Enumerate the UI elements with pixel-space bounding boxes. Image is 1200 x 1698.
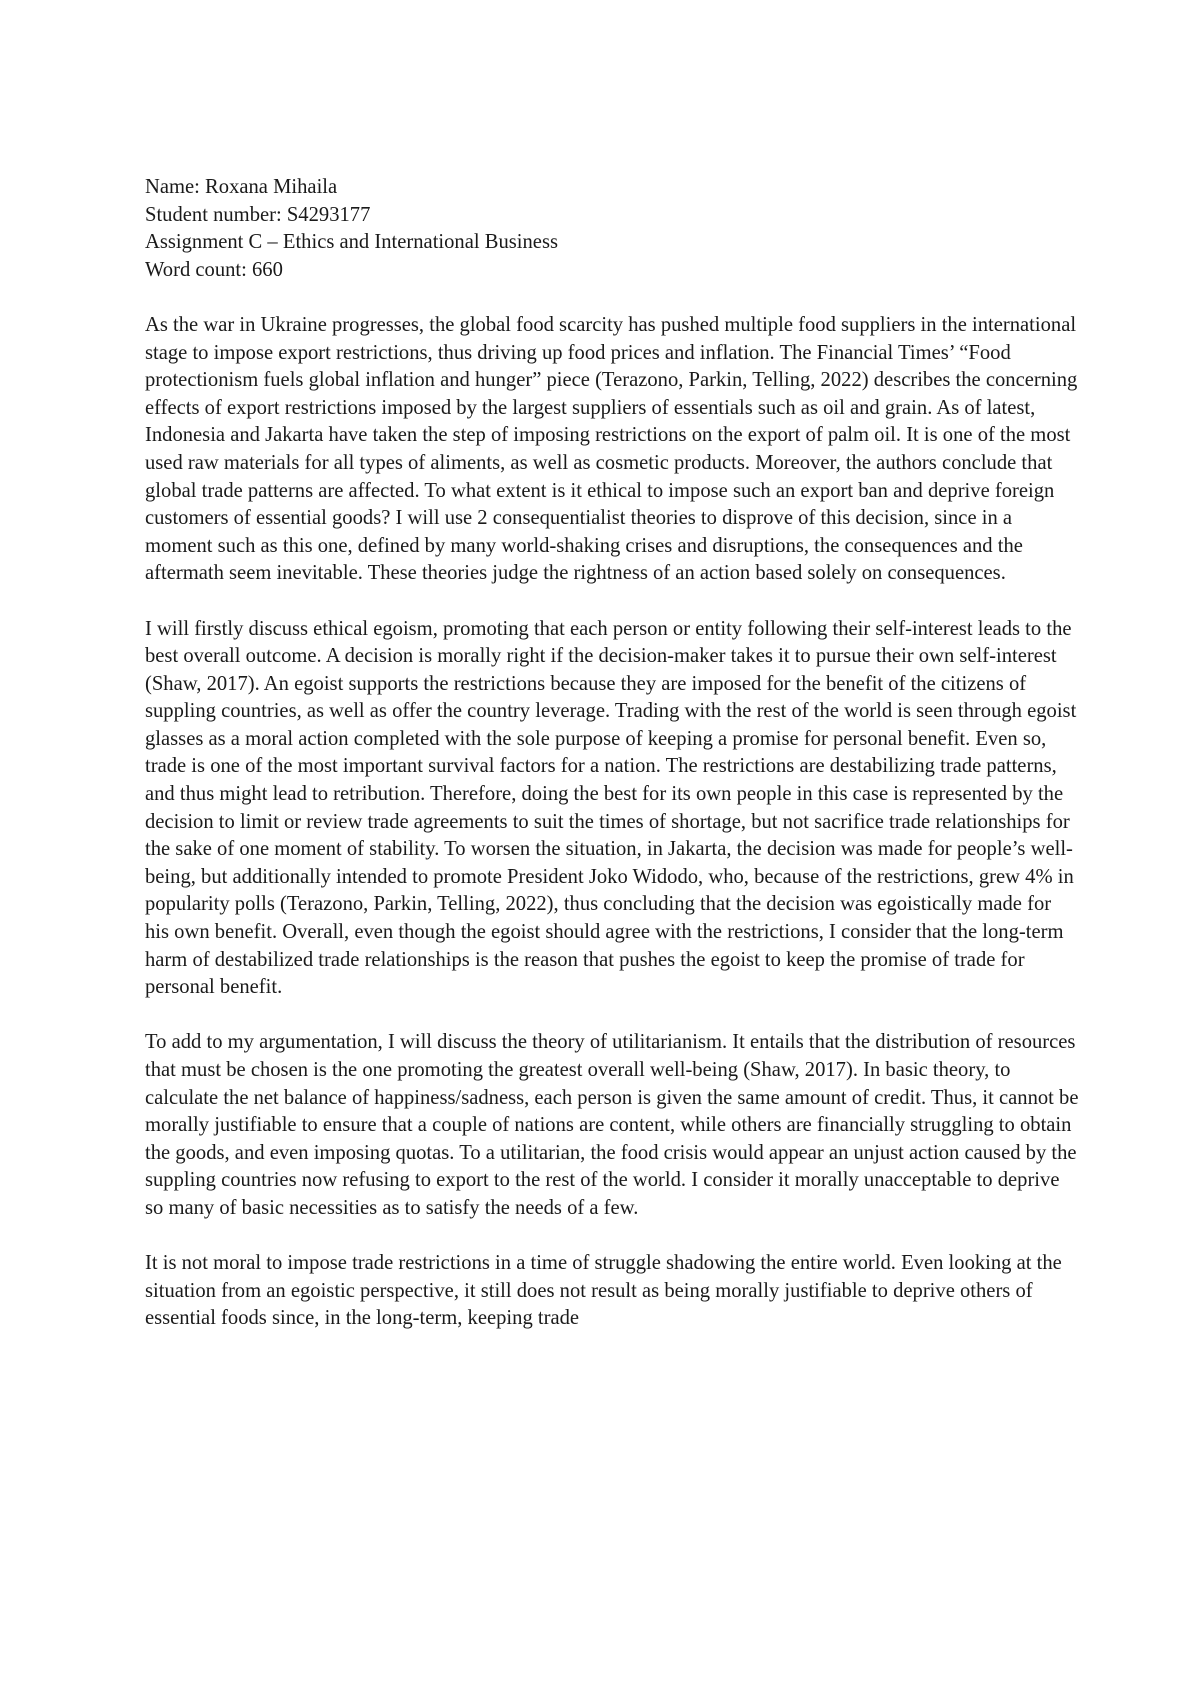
- student-name: Name: Roxana Mihaila: [145, 176, 338, 198]
- student-header: [145, 174, 1080, 284]
- student-number: Student number: S4293177: [145, 203, 371, 226]
- paragraph-conclusion: It is not moral to impose trade restrictions in a time of struggle shadowing the entire world. Even looking at the situation from an egoistic perspective, it still does not result as being morally justifiable to deprive others of essential foods since, in the long-term, keeping trade: [145, 1252, 1062, 1330]
- assignment-title: Assignment C – Ethics and International Business: [145, 231, 558, 254]
- word-count: Word count: 660: [145, 258, 283, 281]
- paragraph-utilitarianism: To add to my argumentation, I will discuss the theory of utilitarianism. It entails that the distribution of resources that must be chosen is the one promoting the greatest overall well-being (Shaw, 2017). In basic theory, to calculate the net balance of happiness/sadness, each person is given the same amount of credit. Thus, it cannot be morally justifiable to ensure that a couple of nations are content, while others are financially struggling to obtain the goods, and even imposing quotas. To a utilitarian, the food crisis would appear an unjust action caused by the suppling countries now refusing to export to the rest of the world. I consider it morally unacceptable to deprive so many of basic necessities as to satisfy the needs of a few.: [145, 1031, 1079, 1219]
- paragraph-introduction: As the war in Ukraine progresses, the global food scarcity has pushed multiple food suppliers in the international stage to impose export restrictions, thus driving up food prices and inflation. The Financial Times’ “Food protectionism fuels global inflation and hunger” piece (Terazono, Parkin, Telling, 2022) describes the concerning effects of export restrictions imposed by the largest suppliers of essentials such as oil and grain. As of latest, Indonesia and Jakarta have taken the step of imposing restrictions on the export of palm oil. It is one of the most used raw materials for all types of aliments, as well as cosmetic products. Moreover, the authors conclude that global trade patterns are affected. To what extent is it ethical to impose such an export ban and deprive foreign customers of essential goods? I will use 2 consequentialist theories to disprove of this decision, since in a moment such as this one, defined by many world-shaking crises and disruptions, the consequences and the aftermath seem inevitable. These theories judge the rightness of an action based solely on consequences.: [145, 313, 1078, 585]
- paragraph-ethical-egoism: I will firstly discuss ethical egoism, promoting that each person or entity following their self-interest leads to the best overall outcome. A decision is morally right if the decision-maker takes it to pursue their own self-interest (Shaw, 2017). An egoist supports the restrictions because they are imposed for the benefit of the citizens of suppling countries, as well as offer the country leverage. Trading with the rest of the world is seen through egoist glasses as a moral action completed with the sole purpose of keeping a promise for personal benefit. Even so, trade is one of the most important survival factors for a nation. The restrictions are destabilizing trade patterns, and thus might lead to retribution. Therefore, doing the best for its own people in this case is represented by the decision to limit or review trade agreements to suit the times of shortage, but not sacrifice trade relationships for the sake of one moment of stability. To worsen the situation, in Jakarta, the decision was made for people’s well-being, but additionally intended to promote President Joko Widodo, who, because of the restrictions, grew 4% in popularity polls (Terazono, Parkin, Telling, 2022), thus concluding that the decision was egoistically made for his own benefit. Overall, even though the egoist should agree with the restrictions, I consider that the long-term harm of destabilized trade relationships is the reason that pushes the egoist to keep the promise of trade for personal benefit.: [145, 617, 1077, 999]
- document-body: [145, 174, 1080, 1333]
